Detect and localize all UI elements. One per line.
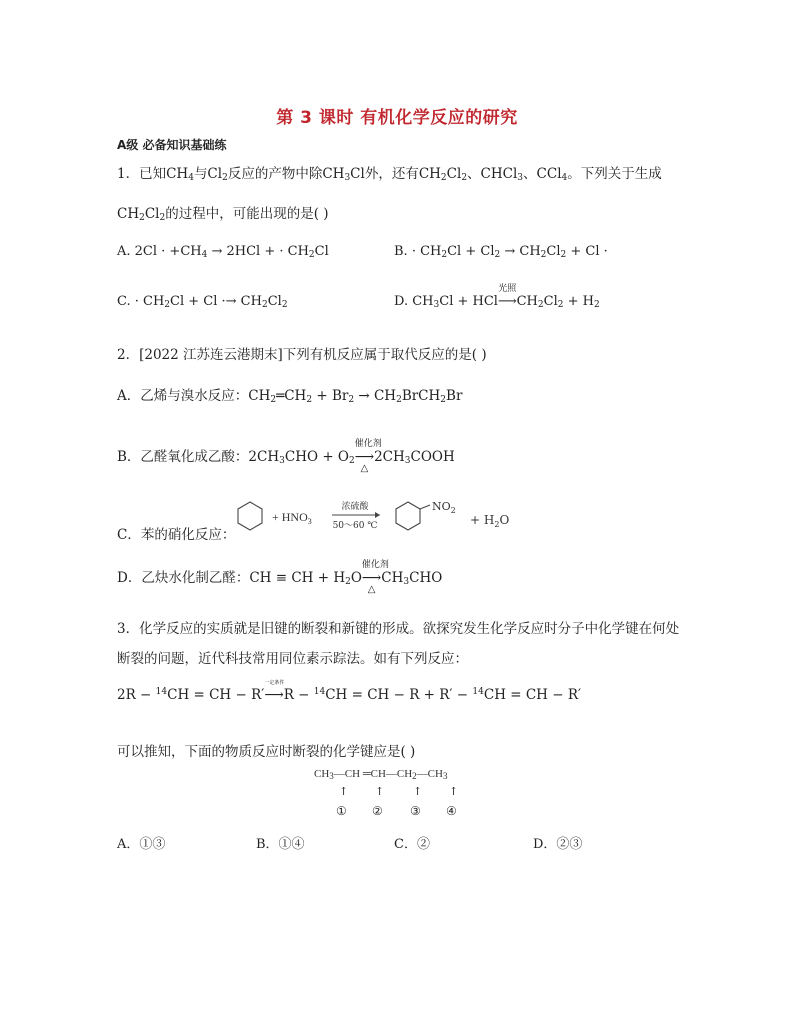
bond-marker-1: ① xyxy=(336,804,347,818)
arrow-condition-bottom: 50～60 ℃ xyxy=(332,521,378,531)
benzene-ring-icon xyxy=(238,502,262,530)
q2-option-c-label: C．苯的硝化反应： xyxy=(117,527,236,543)
reaction-arrow: 催化剂 ⟶ △ xyxy=(361,560,389,595)
q3-option-b: B．①④ xyxy=(256,837,305,852)
q3-stem-line1: 3．化学反应的实质就是旧键的断裂和新键的形成。欲探究发生化学反应时分子中化学键在何处 xyxy=(117,621,680,637)
water-product: + $H_2O$ xyxy=(470,513,510,529)
section-heading: A级 必备知识基础练 xyxy=(117,138,227,152)
page-title: 第 3 课时 有机化学反应的研究 xyxy=(276,108,518,128)
q2-option-b: B．乙醛氧化成乙酸：$2CH_3CHO + O_2$ 催化剂 ⟶ △ $2CH_3COOH$ xyxy=(117,439,455,474)
q2-stem: 2．[2022 江苏连云港期末]下列有机反应属于取代反应的是( ) xyxy=(117,347,487,363)
bond-marker-3: ③ xyxy=(410,804,421,818)
bond-marker-2: ② xyxy=(372,804,383,818)
q1-option-c: C. · $CH_2Cl + Cl \cdot\to CH_2Cl_2$ xyxy=(117,294,288,310)
nitrobenzene-ring-icon xyxy=(396,502,420,530)
q1-option-a: A. $2Cl \cdot +CH_4 \to 2HCl$ + · $CH_2Cl$ xyxy=(117,244,329,260)
nitration-scheme xyxy=(230,497,530,537)
reaction-arrow: 光照 ⟶ xyxy=(497,284,517,309)
q3-isotope-equation: 2R − $^{14}$CH = CH − R′ 一定条件 ⟶R − $^{14}$CH = CH − R + R′ − $^{14}$CH = CH − R′ xyxy=(117,680,582,703)
reaction-arrow: 一定条件 ⟶ xyxy=(264,680,285,703)
q1-option-d: D. $CH_3Cl$ + HCl 光照 $⟶CH_2Cl_2 + H_2$ xyxy=(394,284,600,310)
reaction-arrow: 催化剂 ⟶ △ xyxy=(354,439,382,474)
no2-group: $NO_2$ xyxy=(432,500,456,515)
q2-option-a: A．乙烯与溴水反应：$CH_2═CH_2 + Br_2$ → $CH_2BrCH_2Br$ xyxy=(117,388,463,405)
q3-stem-line2: 断裂的问题，近代科技常用同位素示踪法。如有下列反应： xyxy=(117,651,468,667)
q3-molecule: $CH_3—CH$ $═CH—CH_2—CH_3$ xyxy=(314,768,448,781)
q1-option-b: B. · $CH_2Cl + Cl_2 \to CH_2Cl_2 + Cl$ · xyxy=(394,244,608,260)
q3-infer: 可以推知，下面的物质反应时断裂的化学键应是( ) xyxy=(117,744,416,760)
q3-option-c: C．② xyxy=(394,837,430,852)
arrow-condition-top: 浓硫酸 xyxy=(341,502,369,512)
bond-arrow-icon: ↑ xyxy=(375,785,385,798)
q3-option-a: A．①③ xyxy=(117,837,166,852)
bond-arrow-icon: ↑ xyxy=(449,785,459,798)
q1-stem-line1: 1．已知$CH_4$与$Cl_2$反应的产物中除$CH_3Cl$外，还有$CH_2Cl_2$、CHCl$_3$、CCl$_4$。下列关于生成 xyxy=(117,166,662,183)
q2-option-d: D．乙炔水化制乙醛：CH ≡ CH + $H_2O$ 催化剂 ⟶ △ $CH_3CHO$ xyxy=(117,560,443,595)
bond-marker-4: ④ xyxy=(446,804,457,818)
bond-arrow-icon: ↑ xyxy=(413,785,423,798)
q3-option-d: D．②③ xyxy=(533,837,583,852)
q1-stem-line2: $CH_2Cl_2$的过程中，可能出现的是( ) xyxy=(117,206,329,223)
reagent-hno3: + $HNO_3$ xyxy=(272,510,312,526)
bond-arrow-icon: ↑ xyxy=(339,785,349,798)
